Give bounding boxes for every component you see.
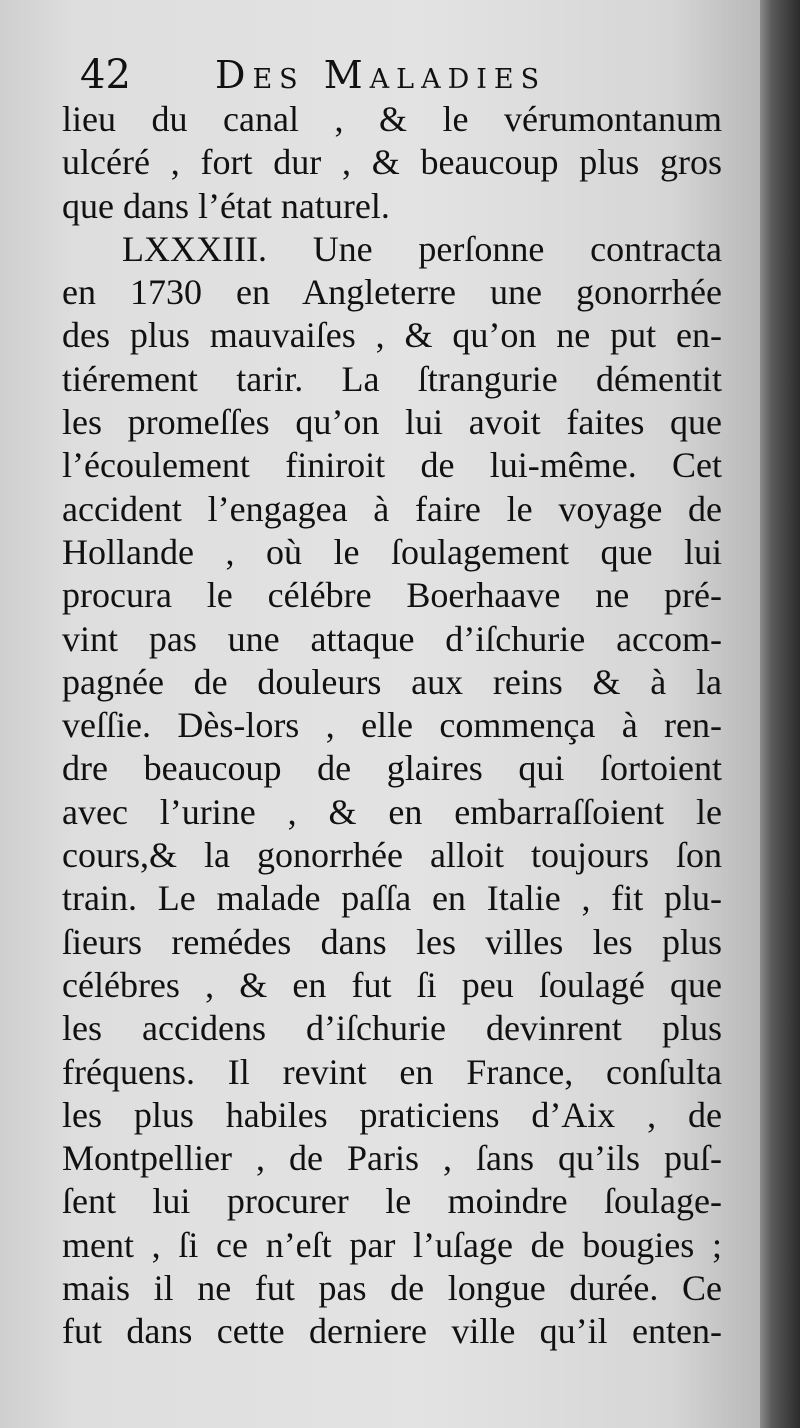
text-line: que dans l’état naturel. [62,185,390,226]
text-line: ulcéré , fort dur , & beaucoup plus gros [62,142,722,183]
text-line: les accidens d’iſchurie devinrent plus [62,1008,722,1049]
text-line: l’écoulement finiroit de lui-même. Cet [62,445,722,486]
text-line: Hollande , où le ſoulagement que lui [62,531,722,572]
text-line: train. Le malade paſſa en Italie , fit plu- [62,878,722,919]
text-line: des plus mauvaiſes , & qu’on ne put en- [62,315,722,356]
text-line: en 1730 en Angleterre une gonorrhée [62,272,722,313]
text-line: cours,& la gonorrhée alloit toujours ſon [62,835,722,876]
text-line: mais il ne fut pas de longue durée. Ce [62,1268,722,1309]
text-line: fréquens. Il revint en France, conſulta [62,1051,722,1092]
text-line: dre beaucoup de glaires qui ſortoient [62,748,722,789]
page-edge-shadow [760,0,800,1428]
text-line: veſſie. Dès-lors , elle commença à ren- [62,705,722,746]
text-line: avec l’urine , & en embarraſſoient le [62,791,722,832]
page-number: 42 [80,52,131,98]
text-line: lieu du canal , & le vérumontanum [62,99,722,139]
text-line: Montpellier , de Paris , ſans qu’ils puſ- [62,1138,722,1179]
text-line: célébres , & en fut ſi peu ſoulagé que [62,964,722,1005]
text-line: ſent lui procurer le moindre ſoulage- [62,1181,722,1222]
text-line: fut dans cette derniere ville qu’il enten- [62,1311,722,1352]
body-text [62,98,722,1354]
text-line: ment , ſi ce n’eſt par l’uſage de bougies ; [62,1224,722,1265]
text-line: les promeſſes qu’on lui avoit faites que [62,402,722,443]
text-line: les plus habiles praticiens d’Aix , de [62,1094,722,1135]
text-line: tiérement tarir. La ſtrangurie démentit [62,358,722,399]
running-title: Des Maladies [215,53,547,97]
page-header [80,50,720,100]
text-line: LXXXIII. Une perſonne contracta [122,228,722,269]
text-line: accident l’engagea à faire le voyage de [62,488,722,529]
text-line: pagnée de douleurs aux reins & à la [62,661,722,702]
text-line: ſieurs remédes dans les villes les plus [62,921,722,962]
text-line: procura le célébre Boerhaave ne pré- [62,575,722,616]
text-line: vint pas une attaque d’iſchurie accom- [62,618,722,659]
